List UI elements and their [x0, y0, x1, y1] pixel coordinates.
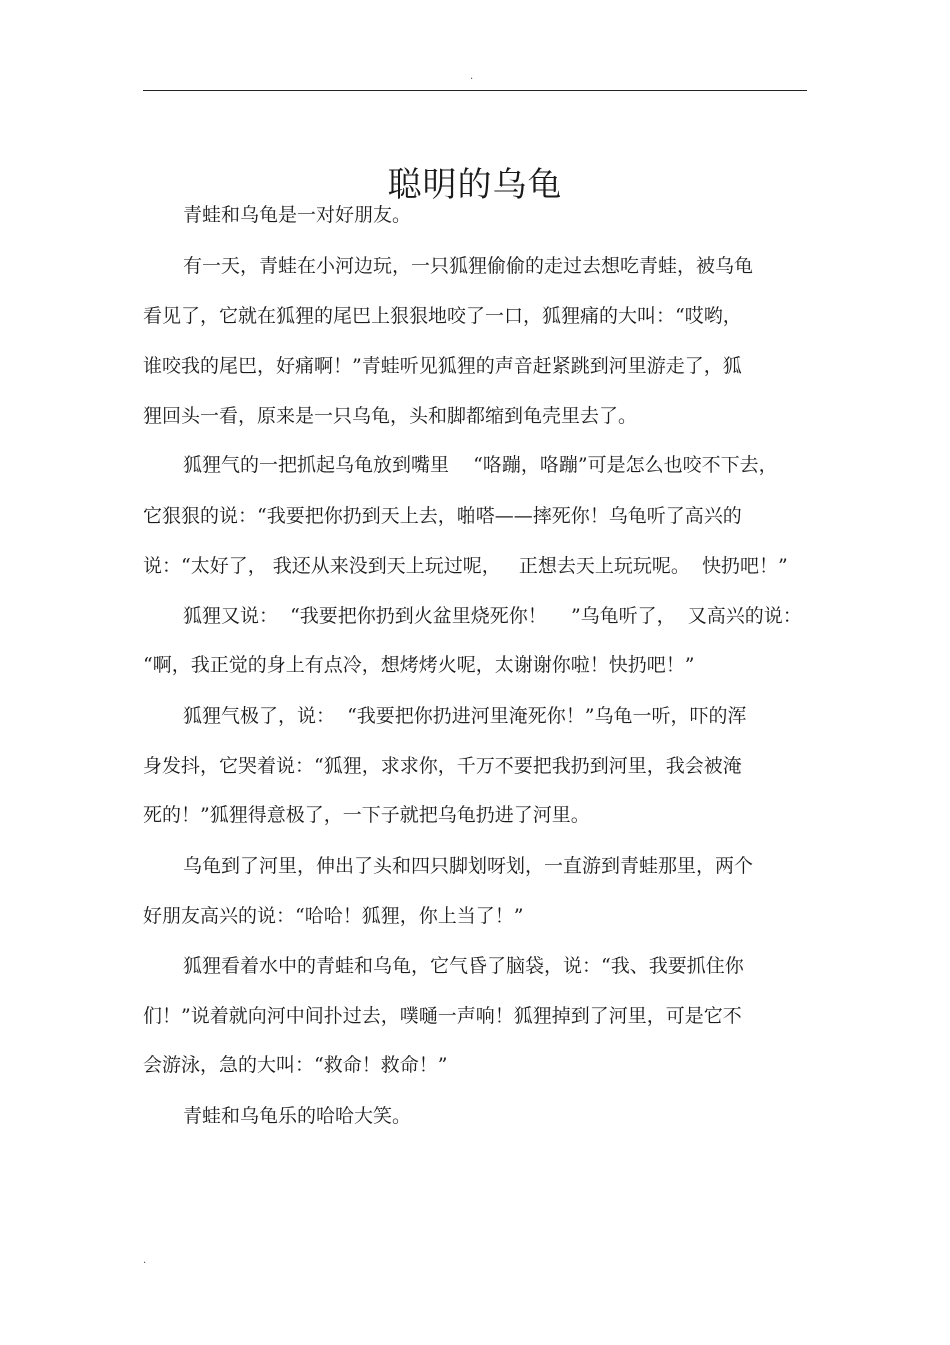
- story-line: 死的！”狐狸得意极了，一下子就把乌龟扔进了河里。: [143, 804, 590, 826]
- story-line: 们！”说着就向河中间扑过去，噗嗵一声响！狐狸掉到了河里，可是它不: [143, 1005, 742, 1027]
- story-line: 身发抖，它哭着说：“狐狸，求求你，千万不要把我扔到河里，我会被淹: [143, 755, 742, 777]
- story-line: 乌龟到了河里，伸出了头和四只脚划呀划，一直游到青蛙那里，两个: [183, 855, 754, 877]
- story-line: 狐狸看着水中的青蛙和乌龟，它气昏了脑袋，说：“我、我要抓住你: [183, 955, 744, 977]
- story-line: 青蛙和乌龟是一对好朋友。: [183, 204, 412, 226]
- story-line: 好朋友高兴的说：“哈哈！狐狸，你上当了！”: [143, 905, 524, 927]
- story-line: 它狠狠的说：“我要把你扔到天上去，啪嗒——摔死你！乌龟听了高兴的: [143, 505, 742, 527]
- story-line: “啊，我正觉的身上有点冷，想烤烤火呢，太谢谢你啦！快扔吧！”: [143, 654, 695, 676]
- story-line: 青蛙和乌龟乐的哈哈大笑。: [183, 1105, 412, 1127]
- story-line: 狐狸又说： “我要把你扔到火盆里烧死你！ ”乌龟听了， 又高兴的说：: [183, 605, 802, 627]
- story-line: 狸回头一看，原来是一只乌龟，头和脚都缩到龟壳里去了。: [143, 405, 638, 427]
- story-line: 有一天，青蛙在小河边玩，一只狐狸偷偷的走过去想吃青蛙，被乌龟: [183, 255, 754, 277]
- story-line: 看见了，它就在狐狸的尾巴上狠狠地咬了一口，狐狸痛的大叫：“哎哟，: [143, 305, 742, 327]
- story-line: 狐狸气的一把抓起乌龟放到嘴里 “咯蹦，咯蹦”可是怎么也咬不下去，: [183, 454, 778, 476]
- story-line: 谁咬我的尾巴，好痛啊！”青蛙听见狐狸的声音赶紧跳到河里游走了，狐: [143, 355, 742, 377]
- header-mark: .: [470, 71, 474, 82]
- story-line: 会游泳，急的大叫：“救命！救命！”: [143, 1054, 448, 1076]
- footer-mark: .: [143, 1255, 147, 1266]
- header-rule: [143, 90, 807, 91]
- story-line: 狐狸气极了，说： “我要把你扔进河里淹死你！”乌龟一听，吓的浑: [183, 705, 747, 727]
- story-line: 说：“太好了， 我还从来没到天上玩过呢， 正想去天上玩玩呢。 快扔吧！”: [143, 555, 788, 577]
- story-title: 聪明的乌龟: [387, 164, 563, 205]
